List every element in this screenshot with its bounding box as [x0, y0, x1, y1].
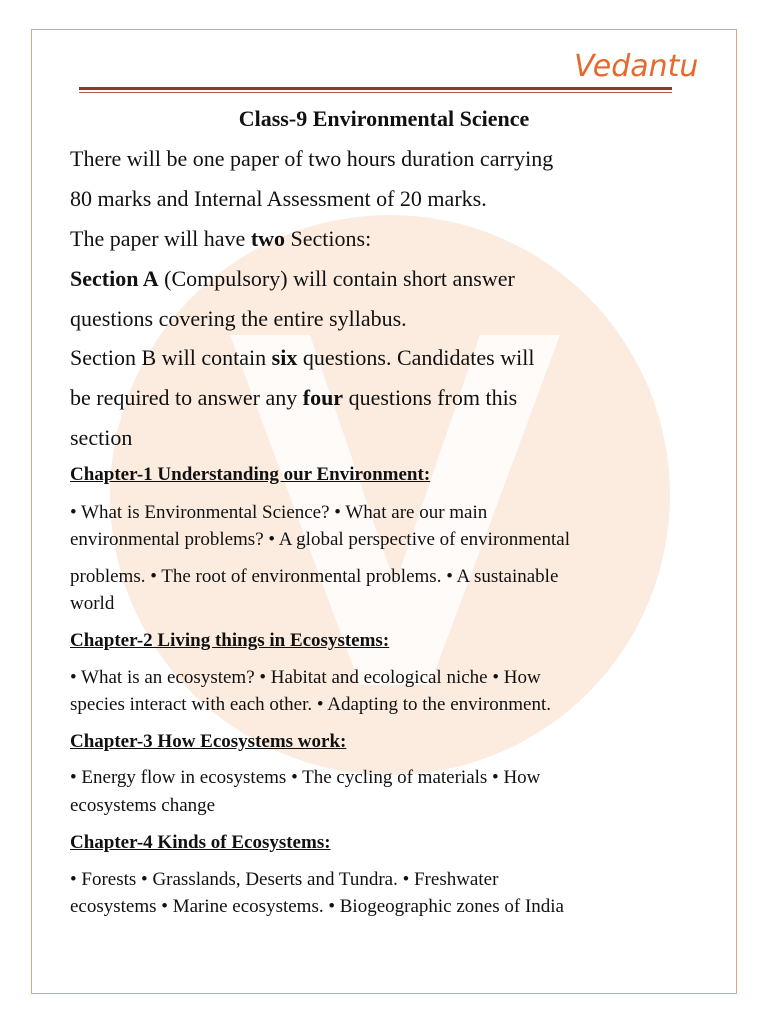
- intro-line-2: 80 marks and Internal Assessment of 20 marks.: [70, 186, 487, 211]
- intro-bold-four: four: [302, 385, 344, 410]
- header-rule-thin: [79, 92, 672, 93]
- intro-text: be required to answer any: [70, 385, 303, 410]
- chapter-1-heading: Chapter-1 Understanding our Environment:: [70, 464, 431, 485]
- intro-text: The paper will have: [70, 226, 251, 251]
- intro-line-6: [70, 338, 534, 378]
- chapter-1-line: environmental problems? • A global perspective of environmental: [70, 529, 570, 550]
- intro-bold-six: six: [271, 345, 298, 370]
- intro-text: Section B will contain: [70, 345, 272, 370]
- chapter-1-line: • What is Environmental Science? • What are our main: [70, 502, 488, 523]
- intro-text: questions from this: [343, 385, 518, 410]
- intro-line-3: [70, 219, 371, 259]
- chapter-4-line: • Forests • Grasslands, Deserts and Tundra. • Freshwater: [70, 869, 499, 890]
- intro-line-4: [70, 259, 515, 299]
- chapter-3-line: ecosystems change: [70, 795, 216, 816]
- chapter-2-line: • What is an ecosystem? • Habitat and ecological niche • How: [70, 667, 541, 688]
- intro-line-7: [70, 378, 517, 418]
- intro-line-1: There will be one paper of two hours duration carrying: [70, 146, 554, 171]
- intro-text: Sections:: [285, 226, 372, 251]
- chapter-3-heading: Chapter-3 How Ecosystems work:: [70, 731, 347, 752]
- chapter-1-line: world: [70, 593, 115, 614]
- intro-text: questions. Candidates will: [297, 345, 535, 370]
- page-title: Class-9 Environmental Science: [238, 106, 530, 131]
- intro-line-8: section: [70, 425, 133, 450]
- chapter-2-heading: Chapter-2 Living things in Ecosystems:: [70, 630, 390, 651]
- section-a-label: Section A: [70, 266, 159, 291]
- vedantu-logo: [552, 49, 699, 89]
- chapter-4-heading: Chapter-4 Kinds of Ecosystems:: [70, 832, 331, 853]
- intro-text: (Compulsory) will contain short answer: [158, 266, 515, 291]
- header-rule: [79, 87, 672, 90]
- chapter-3-line: • Energy flow in ecosystems • The cycling of materials • How: [70, 767, 541, 788]
- logo-text: Vedantu: [574, 49, 699, 84]
- chapter-4-line: ecosystems • Marine ecosystems. • Biogeographic zones of India: [70, 896, 564, 917]
- intro-bold-two: two: [250, 226, 286, 251]
- chapter-1-line: problems. • The root of environmental problems. • A sustainable: [70, 566, 559, 587]
- intro-line-5: questions covering the entire syllabus.: [70, 306, 407, 331]
- chapter-2-line: species interact with each other. • Adapting to the environment.: [70, 694, 551, 715]
